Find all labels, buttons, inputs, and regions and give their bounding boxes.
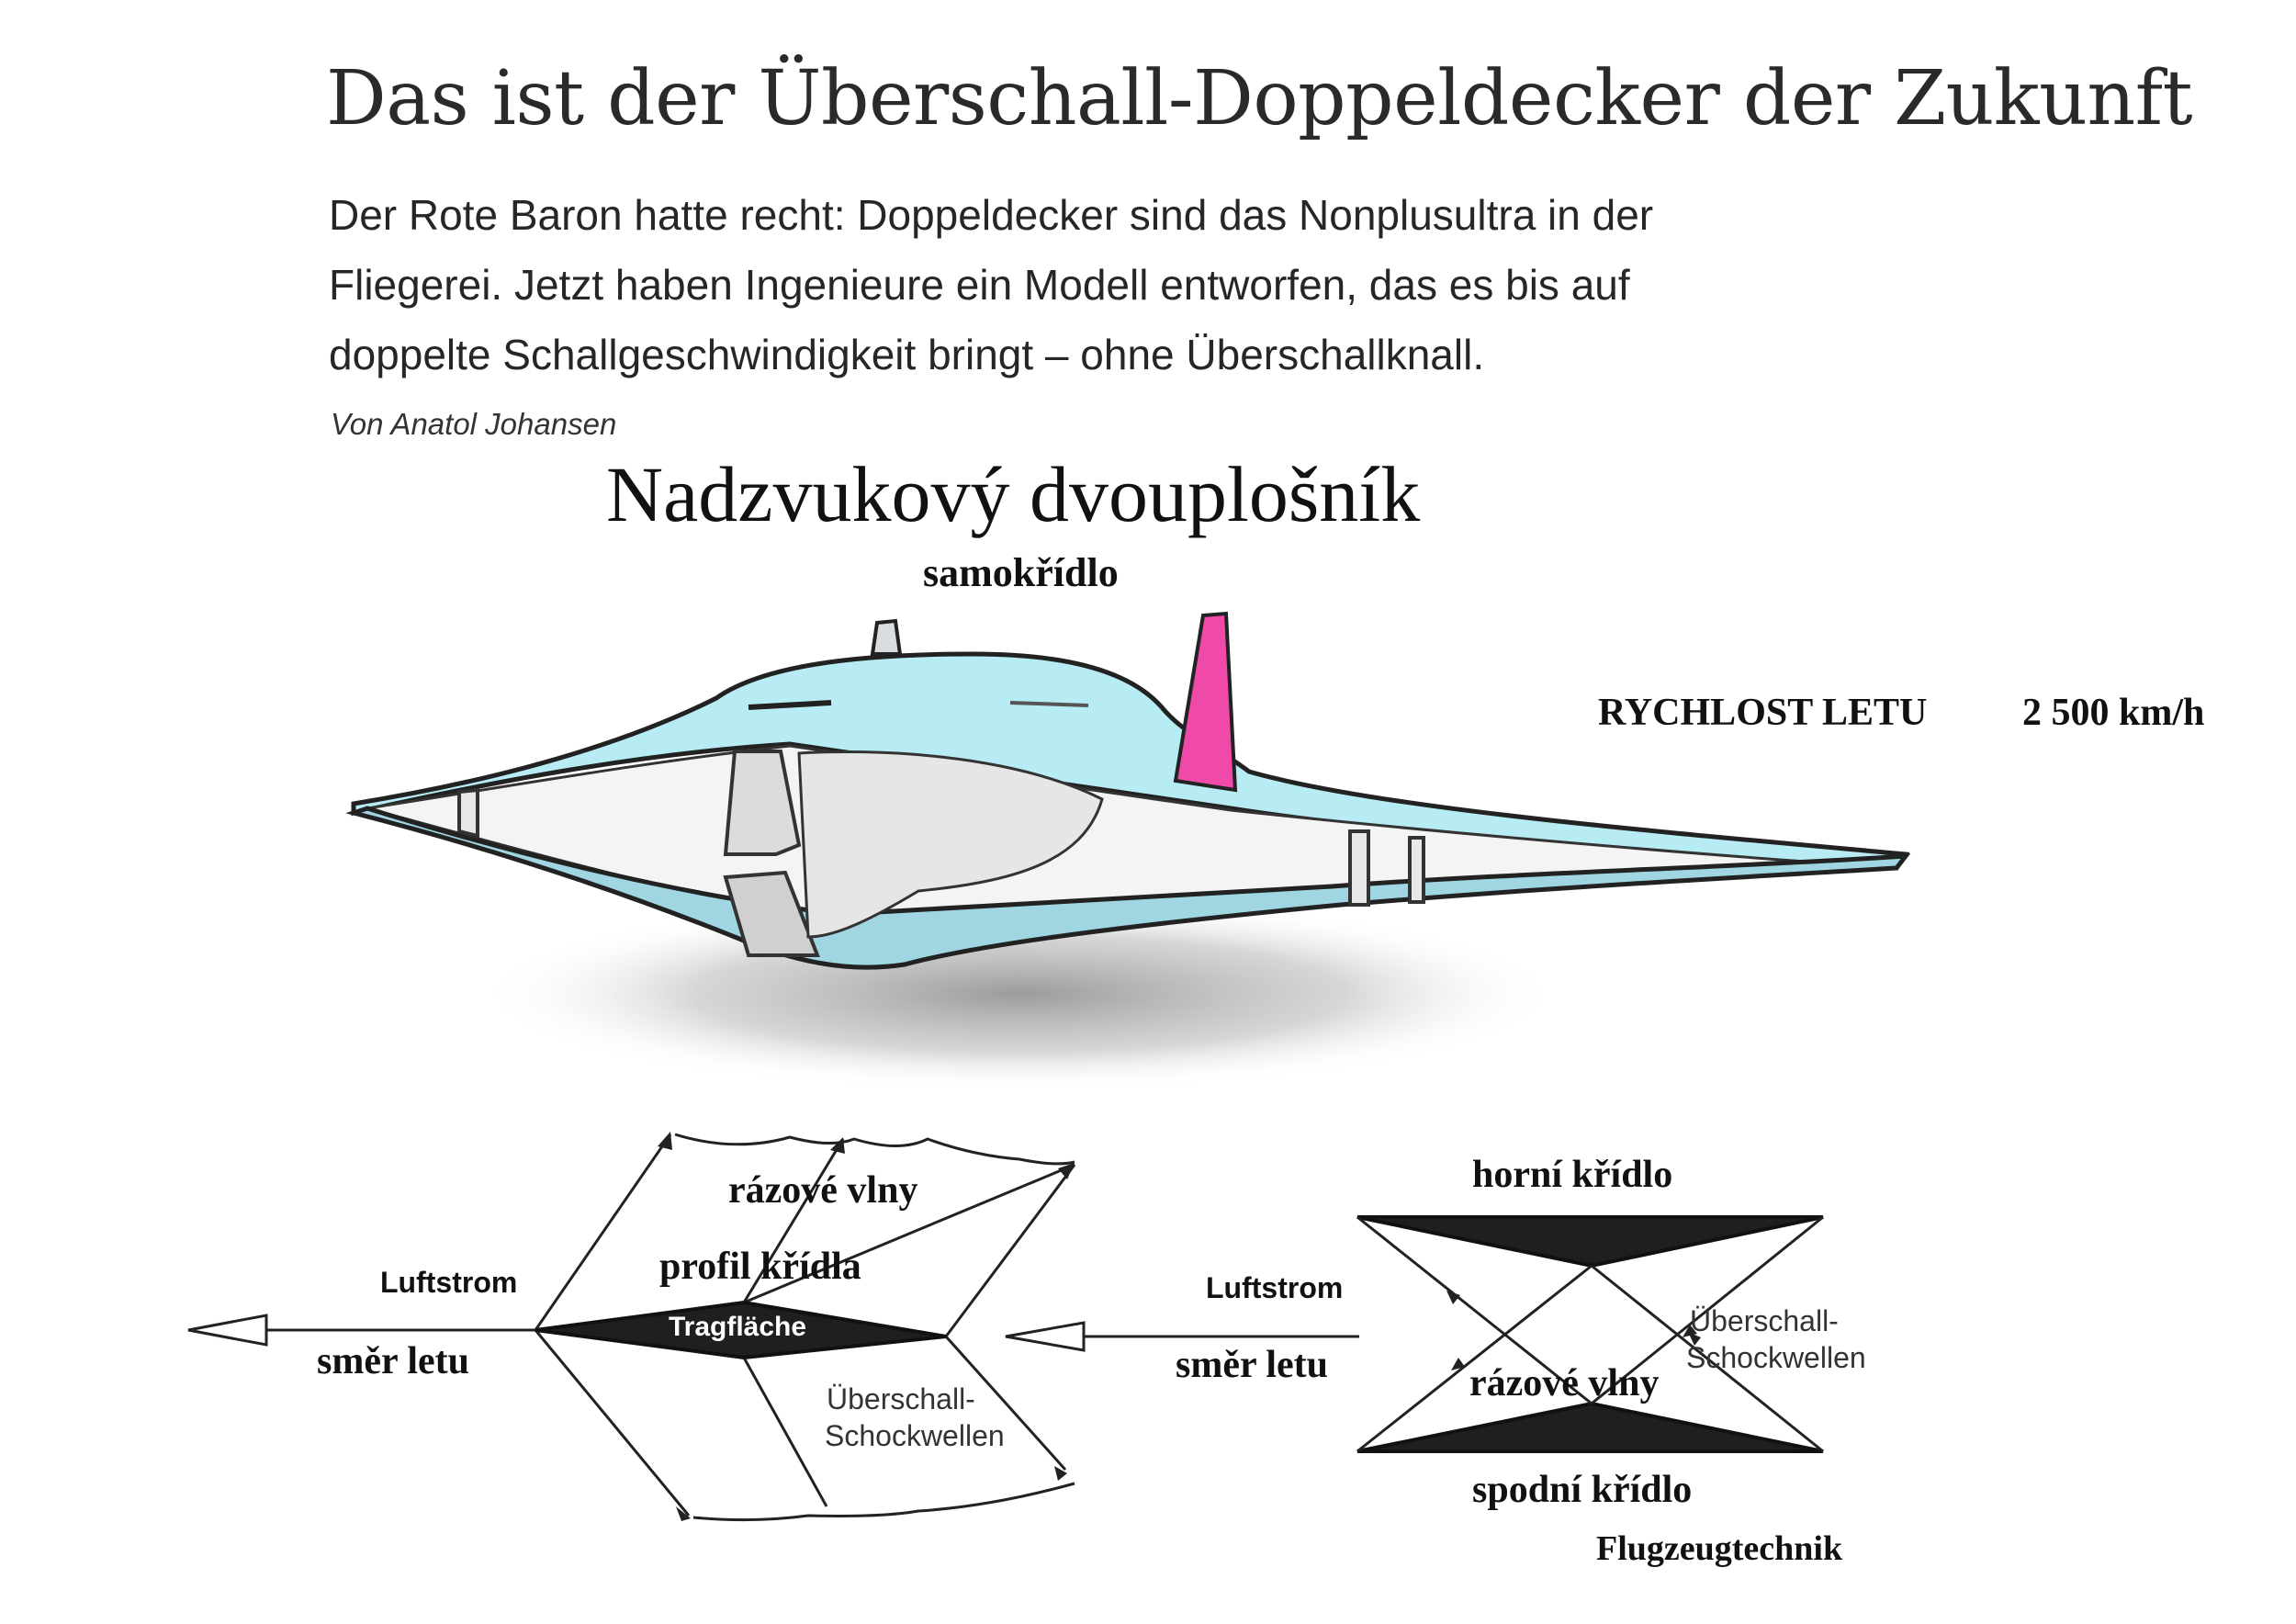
left-airflow-label: Luftstrom [380,1266,518,1299]
lead-line-2: Fliegerei. Jetzt haben Ingenieure ein Modell entworfen, das es bis auf [329,261,1630,309]
lead-line-1: Der Rote Baron hatte recht: Doppeldecker sind das Nonplusultra in der [329,191,1654,239]
right-airflow-arrowhead [1006,1323,1084,1350]
right-shockwaves-label-2: Schockwellen [1686,1341,1866,1374]
right-direction-label: směr letu [1176,1344,1329,1386]
left-shock-label: rázové vlny [728,1169,918,1212]
right-shockwaves-label-1: Überschall- [1690,1304,1839,1337]
wing-label: Tragfläche [669,1312,807,1342]
credit-label: Flugzeugtechnik [1596,1529,1843,1568]
lead-line-3: doppelte Schallgeschwindigkeit bringt – ohne Überschallknall. [329,331,1485,378]
upper-wing-label: horní křídlo [1472,1154,1673,1196]
left-direction-label: směr letu [317,1340,470,1382]
right-airflow-label: Luftstrom [1206,1271,1344,1304]
right-shock-label: rázové vlny [1469,1362,1660,1404]
article-author: Von Anatol Johansen [331,407,617,441]
article-headline: Das ist der Überschall-Doppeldecker der Zukunft [326,55,2193,142]
speed-label: RYCHLOST LETU [1598,692,1928,734]
lower-wing-profile [1357,1404,1823,1451]
aircraft-title: Nadzvukový dvouplošník [606,450,1421,538]
speed-value: 2 500 km/h [2022,692,2205,734]
left-profile-label: profil křídla [659,1246,861,1288]
right-arrowheads [1446,1291,1701,1370]
aircraft-type-label: samokřídlo [923,550,1119,595]
left-shockwaves-label-2: Schockwellen [825,1419,1005,1452]
upper-wing-profile [1357,1217,1823,1266]
lower-wing-label: spodní křídlo [1472,1469,1693,1511]
left-shockwaves-label-1: Überschall- [827,1382,975,1415]
